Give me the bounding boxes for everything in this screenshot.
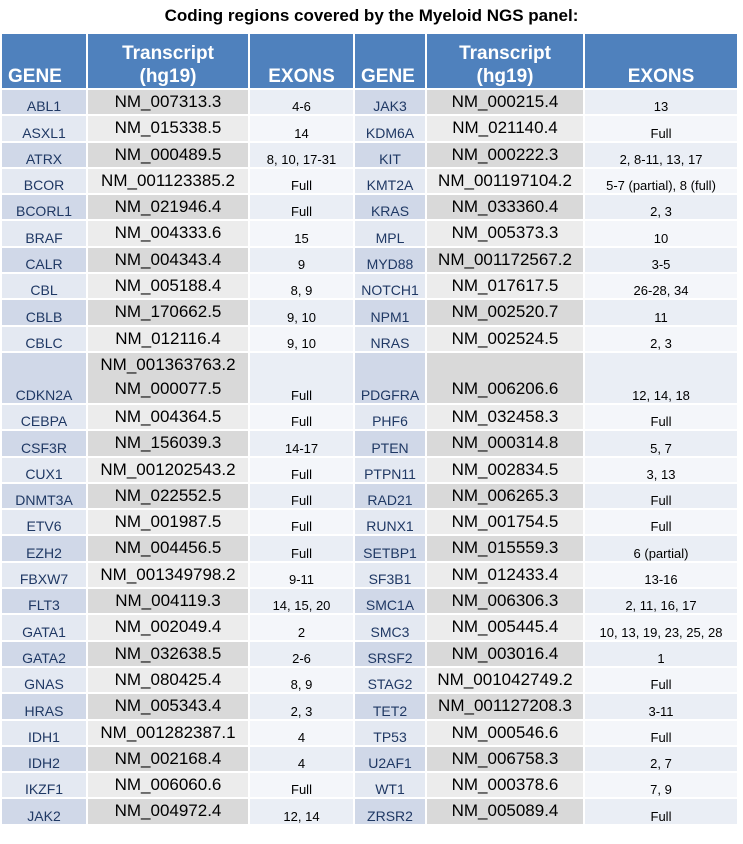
gene-cell: GATA1 bbox=[2, 615, 88, 641]
exons-cell: 3, 13 bbox=[585, 458, 739, 484]
transcript-cell bbox=[427, 274, 585, 300]
gene-cell: CBLC bbox=[2, 327, 88, 353]
table-row bbox=[2, 589, 739, 615]
transcript-cell bbox=[427, 563, 585, 589]
transcript-id: NM_001202543.2 bbox=[100, 459, 236, 479]
table-row bbox=[2, 274, 739, 300]
transcript-cell bbox=[427, 195, 585, 221]
transcript-id: NM_000222.3 bbox=[451, 144, 559, 164]
table-row bbox=[2, 563, 739, 589]
exons-cell: 9, 10 bbox=[250, 300, 355, 326]
gene-cell: SMC3 bbox=[355, 615, 427, 641]
transcript-cell bbox=[427, 694, 585, 720]
transcript-cell bbox=[88, 694, 250, 720]
transcript-id: NM_004972.4 bbox=[114, 801, 222, 821]
gene-cell: KDM6A bbox=[355, 116, 427, 142]
gene-cell: GATA2 bbox=[2, 642, 88, 668]
transcript-cell bbox=[88, 300, 250, 326]
table-row bbox=[2, 721, 739, 747]
gene-cell: NRAS bbox=[355, 327, 427, 353]
transcript-id: NM_003016.4 bbox=[451, 643, 559, 663]
table-row bbox=[2, 300, 739, 326]
table-row bbox=[2, 90, 739, 116]
transcript-cell bbox=[427, 248, 585, 274]
gene-cell: U2AF1 bbox=[355, 747, 427, 773]
exons-cell: Full bbox=[250, 353, 355, 405]
transcript-id: NM_032638.5 bbox=[114, 643, 222, 663]
transcript-cell bbox=[88, 799, 250, 825]
table-row bbox=[2, 195, 739, 221]
exons-cell: 4 bbox=[250, 747, 355, 773]
transcript-id: NM_004456.5 bbox=[114, 538, 222, 558]
transcript-id bbox=[427, 353, 583, 377]
transcript-cell bbox=[427, 169, 585, 195]
exons-cell: 4-6 bbox=[250, 90, 355, 116]
transcript-cell bbox=[427, 300, 585, 326]
transcript-cell bbox=[427, 799, 585, 825]
gene-cell: ZRSR2 bbox=[355, 799, 427, 825]
table-row bbox=[2, 353, 739, 405]
gene-cell: STAG2 bbox=[355, 668, 427, 694]
table-row bbox=[2, 221, 739, 247]
transcript-cell bbox=[427, 221, 585, 247]
transcript-cell bbox=[88, 116, 250, 142]
transcript-cell bbox=[427, 431, 585, 457]
exons-cell: 12, 14, 18 bbox=[585, 353, 739, 405]
table-row bbox=[2, 143, 739, 169]
transcript-cell bbox=[427, 458, 585, 484]
transcript-cell bbox=[427, 642, 585, 668]
gene-cell: SETBP1 bbox=[355, 536, 427, 562]
exons-cell: 2, 8-11, 13, 17 bbox=[585, 143, 739, 169]
table-row bbox=[2, 668, 739, 694]
gene-cell: CDKN2A bbox=[2, 353, 88, 405]
exons-cell: Full bbox=[250, 169, 355, 195]
gene-cell: IDH2 bbox=[2, 747, 88, 773]
transcript-id: NM_015338.5 bbox=[114, 118, 222, 138]
gene-cell: PTEN bbox=[355, 431, 427, 457]
exons-cell: Full bbox=[585, 116, 739, 142]
exons-cell: 2, 7 bbox=[585, 747, 739, 773]
exons-cell: Full bbox=[585, 405, 739, 431]
exons-cell: 4 bbox=[250, 721, 355, 747]
transcript-cell bbox=[88, 248, 250, 274]
exons-cell: 5, 7 bbox=[585, 431, 739, 457]
transcript-cell bbox=[427, 90, 585, 116]
exons-cell: 10, 13, 19, 23, 25, 28 bbox=[585, 615, 739, 641]
gene-header: GENE bbox=[355, 34, 427, 90]
transcript-cell bbox=[88, 143, 250, 169]
gene-cell: ABL1 bbox=[2, 90, 88, 116]
gene-cell: PHF6 bbox=[355, 405, 427, 431]
table-row bbox=[2, 116, 739, 142]
exons-header: EXONS bbox=[585, 34, 739, 90]
transcript-cell bbox=[427, 747, 585, 773]
gene-cell: ATRX bbox=[2, 143, 88, 169]
table-row bbox=[2, 458, 739, 484]
transcript-id: NM_021946.4 bbox=[114, 197, 222, 217]
exons-cell: 5-7 (partial), 8 (full) bbox=[585, 169, 739, 195]
transcript-cell bbox=[88, 642, 250, 668]
transcript-cell bbox=[88, 169, 250, 195]
gene-cell: CEBPA bbox=[2, 405, 88, 431]
exons-cell: Full bbox=[250, 773, 355, 799]
gene-cell: SRSF2 bbox=[355, 642, 427, 668]
table-row bbox=[2, 248, 739, 274]
exons-cell: 8, 9 bbox=[250, 668, 355, 694]
gene-cell: KRAS bbox=[355, 195, 427, 221]
transcript-id: NM_156039.3 bbox=[114, 433, 222, 453]
exons-cell: 7, 9 bbox=[585, 773, 739, 799]
transcript-cell bbox=[427, 589, 585, 615]
transcript-id: NM_001127208.3 bbox=[438, 696, 572, 716]
exons-cell: 14 bbox=[250, 116, 355, 142]
transcript-cell bbox=[427, 405, 585, 431]
gene-cell: JAK2 bbox=[2, 799, 88, 825]
transcript-cell bbox=[88, 327, 250, 353]
exons-cell: 9-11 bbox=[250, 563, 355, 589]
transcript-cell bbox=[88, 90, 250, 116]
table-row bbox=[2, 510, 739, 536]
header-row bbox=[2, 34, 739, 90]
gene-cell: WT1 bbox=[355, 773, 427, 799]
gene-cell: FBXW7 bbox=[2, 563, 88, 589]
gene-cell: MYD88 bbox=[355, 248, 427, 274]
transcript-id: NM_012116.4 bbox=[115, 328, 221, 348]
exons-cell: 3-5 bbox=[585, 248, 739, 274]
gene-cell: ETV6 bbox=[2, 510, 88, 536]
transcript-cell bbox=[88, 536, 250, 562]
exons-cell: Full bbox=[250, 510, 355, 536]
table-row bbox=[2, 747, 739, 773]
exons-cell: Full bbox=[585, 668, 739, 694]
transcript-cell bbox=[427, 484, 585, 510]
gene-cell: IKZF1 bbox=[2, 773, 88, 799]
transcript-cell bbox=[427, 721, 585, 747]
transcript-header-label: Transcript (hg19) bbox=[459, 43, 551, 87]
exons-cell: 8, 10, 17-31 bbox=[250, 143, 355, 169]
transcript-id: NM_004343.4 bbox=[114, 249, 222, 269]
transcript-id: NM_021140.4 bbox=[452, 118, 558, 138]
transcript-id: NM_033360.4 bbox=[451, 197, 559, 217]
gene-cell: CSF3R bbox=[2, 431, 88, 457]
exons-cell: 11 bbox=[585, 300, 739, 326]
transcript-id: NM_005445.4 bbox=[451, 617, 559, 637]
gene-cell: JAK3 bbox=[355, 90, 427, 116]
transcript-header bbox=[427, 34, 585, 90]
exons-cell: 26-28, 34 bbox=[585, 274, 739, 300]
table-row bbox=[2, 694, 739, 720]
table-row bbox=[2, 536, 739, 562]
transcript-id: NM_000215.4 bbox=[451, 92, 559, 111]
exons-cell: Full bbox=[250, 195, 355, 221]
transcript-id: NM_002520.7 bbox=[451, 302, 559, 322]
gene-cell: BRAF bbox=[2, 221, 88, 247]
transcript-id: NM_004364.5 bbox=[114, 406, 222, 426]
transcript-id: NM_000546.6 bbox=[451, 722, 559, 742]
transcript-cell bbox=[427, 327, 585, 353]
gene-cell: SMC1A bbox=[355, 589, 427, 615]
transcript-id: NM_001363763.2 bbox=[100, 354, 236, 374]
gene-cell: RAD21 bbox=[355, 484, 427, 510]
transcript-id: NM_000314.8 bbox=[451, 433, 559, 453]
exons-cell: 3-11 bbox=[585, 694, 739, 720]
gene-cell: EZH2 bbox=[2, 536, 88, 562]
exons-header: EXONS bbox=[250, 34, 355, 90]
gene-cell: KMT2A bbox=[355, 169, 427, 195]
gene-cell: CUX1 bbox=[2, 458, 88, 484]
gene-cell: IDH1 bbox=[2, 721, 88, 747]
transcript-cell bbox=[88, 221, 250, 247]
exons-cell: 2, 3 bbox=[250, 694, 355, 720]
transcript-cell bbox=[88, 589, 250, 615]
transcript-id: NM_002834.5 bbox=[451, 459, 559, 479]
gene-cell: NPM1 bbox=[355, 300, 427, 326]
transcript-id: NM_001754.5 bbox=[451, 512, 559, 532]
exons-cell: 13-16 bbox=[585, 563, 739, 589]
exons-cell: 15 bbox=[250, 221, 355, 247]
transcript-id: NM_000378.6 bbox=[451, 775, 559, 795]
gene-cell: TP53 bbox=[355, 721, 427, 747]
exons-cell: Full bbox=[250, 536, 355, 562]
exons-cell: 14-17 bbox=[250, 431, 355, 457]
transcript-cell bbox=[88, 747, 250, 773]
exons-cell: 2, 3 bbox=[585, 327, 739, 353]
table-row bbox=[2, 773, 739, 799]
exons-cell: Full bbox=[250, 484, 355, 510]
transcript-cell bbox=[427, 510, 585, 536]
transcript-cell bbox=[88, 615, 250, 641]
transcript-id: NM_017617.5 bbox=[451, 276, 559, 296]
transcript-id: NM_012433.4 bbox=[451, 564, 559, 584]
transcript-id: NM_001282387.1 bbox=[100, 722, 236, 742]
transcript-id: NM_005373.3 bbox=[451, 223, 559, 243]
transcript-id: NM_007313.3 bbox=[114, 92, 222, 111]
gene-coverage-table bbox=[2, 34, 739, 826]
transcript-cell bbox=[88, 563, 250, 589]
transcript-id: NM_006306.3 bbox=[451, 591, 559, 611]
exons-cell: 9, 10 bbox=[250, 327, 355, 353]
exons-cell: 9 bbox=[250, 248, 355, 274]
transcript-cell bbox=[88, 405, 250, 431]
exons-cell: 2, 3 bbox=[585, 195, 739, 221]
transcript-id: NM_001197104.2 bbox=[438, 170, 572, 190]
transcript-header-label: Transcript (hg19) bbox=[122, 43, 214, 87]
transcript-id: NM_080425.4 bbox=[114, 669, 222, 689]
transcript-id: NM_004119.3 bbox=[115, 591, 221, 611]
transcript-id: NM_002168.4 bbox=[114, 748, 222, 768]
transcript-id: NM_006206.6 bbox=[451, 378, 559, 398]
exons-cell: Full bbox=[250, 405, 355, 431]
transcript-cell bbox=[427, 615, 585, 641]
transcript-id: NM_006060.6 bbox=[114, 775, 222, 795]
gene-cell: NOTCH1 bbox=[355, 274, 427, 300]
transcript-id: NM_006265.3 bbox=[451, 485, 559, 505]
transcript-cell bbox=[427, 536, 585, 562]
exons-cell: 2, 11, 16, 17 bbox=[585, 589, 739, 615]
transcript-id: NM_005188.4 bbox=[114, 276, 222, 296]
transcript-id: NM_001987.5 bbox=[114, 512, 222, 532]
transcript-cell bbox=[88, 353, 250, 405]
transcript-id: NM_001042749.2 bbox=[437, 669, 573, 689]
gene-cell: RUNX1 bbox=[355, 510, 427, 536]
transcript-cell bbox=[88, 484, 250, 510]
exons-cell: 1 bbox=[585, 642, 739, 668]
exons-cell: Full bbox=[250, 458, 355, 484]
gene-cell: BCORL1 bbox=[2, 195, 88, 221]
table-row bbox=[2, 799, 739, 825]
gene-cell: FLT3 bbox=[2, 589, 88, 615]
table-row bbox=[2, 431, 739, 457]
exons-cell: 13 bbox=[585, 90, 739, 116]
gene-cell: MPL bbox=[355, 221, 427, 247]
gene-cell: CBL bbox=[2, 274, 88, 300]
exons-cell: Full bbox=[585, 721, 739, 747]
transcript-cell bbox=[88, 721, 250, 747]
exons-cell: 8, 9 bbox=[250, 274, 355, 300]
gene-cell: BCOR bbox=[2, 169, 88, 195]
transcript-id: NM_001172567.2 bbox=[438, 249, 572, 269]
transcript-cell bbox=[427, 668, 585, 694]
table-row bbox=[2, 642, 739, 668]
exons-cell: 14, 15, 20 bbox=[250, 589, 355, 615]
exons-cell: 6 (partial) bbox=[585, 536, 739, 562]
transcript-cell bbox=[88, 773, 250, 799]
transcript-cell bbox=[88, 458, 250, 484]
table-row bbox=[2, 169, 739, 195]
exons-cell: Full bbox=[585, 510, 739, 536]
table-row bbox=[2, 484, 739, 510]
transcript-id: NM_015559.3 bbox=[451, 538, 559, 558]
gene-cell: PTPN11 bbox=[355, 458, 427, 484]
transcript-id: NM_170662.5 bbox=[114, 302, 222, 322]
transcript-cell bbox=[88, 274, 250, 300]
transcript-id: NM_032458.3 bbox=[451, 406, 559, 426]
table-row bbox=[2, 615, 739, 641]
page-title: Coding regions covered by the Myeloid NGS panel: bbox=[164, 6, 579, 25]
transcript-id: NM_001123385.2 bbox=[101, 170, 235, 190]
transcript-id: NM_006758.3 bbox=[451, 748, 559, 768]
transcript-cell bbox=[88, 668, 250, 694]
gene-cell: TET2 bbox=[355, 694, 427, 720]
gene-cell: CALR bbox=[2, 248, 88, 274]
table-row bbox=[2, 327, 739, 353]
transcript-id: NM_000489.5 bbox=[114, 144, 222, 164]
gene-cell: HRAS bbox=[2, 694, 88, 720]
transcript-cell bbox=[88, 510, 250, 536]
exons-cell: 2 bbox=[250, 615, 355, 641]
exons-cell: Full bbox=[585, 799, 739, 825]
exons-cell: Full bbox=[585, 484, 739, 510]
transcript-cell bbox=[427, 116, 585, 142]
transcript-cell bbox=[88, 431, 250, 457]
gene-cell: KIT bbox=[355, 143, 427, 169]
transcript-header bbox=[88, 34, 250, 90]
transcript-id: NM_004333.6 bbox=[114, 223, 222, 243]
gene-cell: SF3B1 bbox=[355, 563, 427, 589]
transcript-cell bbox=[427, 353, 585, 405]
transcript-cell bbox=[427, 773, 585, 799]
table-row bbox=[2, 405, 739, 431]
exons-cell: 12, 14 bbox=[250, 799, 355, 825]
transcript-cell bbox=[88, 195, 250, 221]
transcript-id: NM_002049.4 bbox=[114, 617, 222, 637]
gene-cell: CBLB bbox=[2, 300, 88, 326]
transcript-id: NM_005089.4 bbox=[451, 801, 559, 821]
table-body bbox=[2, 90, 739, 826]
exons-cell: 2-6 bbox=[250, 642, 355, 668]
transcript-id: NM_001349798.2 bbox=[100, 564, 236, 584]
transcript-cell bbox=[427, 143, 585, 169]
transcript-id: NM_005343.4 bbox=[114, 696, 222, 716]
transcript-id: NM_002524.5 bbox=[451, 328, 559, 348]
gene-cell: GNAS bbox=[2, 668, 88, 694]
gene-cell: PDGFRA bbox=[355, 353, 427, 405]
gene-cell: DNMT3A bbox=[2, 484, 88, 510]
exons-cell: 10 bbox=[585, 221, 739, 247]
gene-header: GENE bbox=[2, 34, 88, 90]
transcript-id: NM_000077.5 bbox=[114, 378, 222, 398]
transcript-id: NM_022552.5 bbox=[114, 485, 222, 505]
gene-cell: ASXL1 bbox=[2, 116, 88, 142]
